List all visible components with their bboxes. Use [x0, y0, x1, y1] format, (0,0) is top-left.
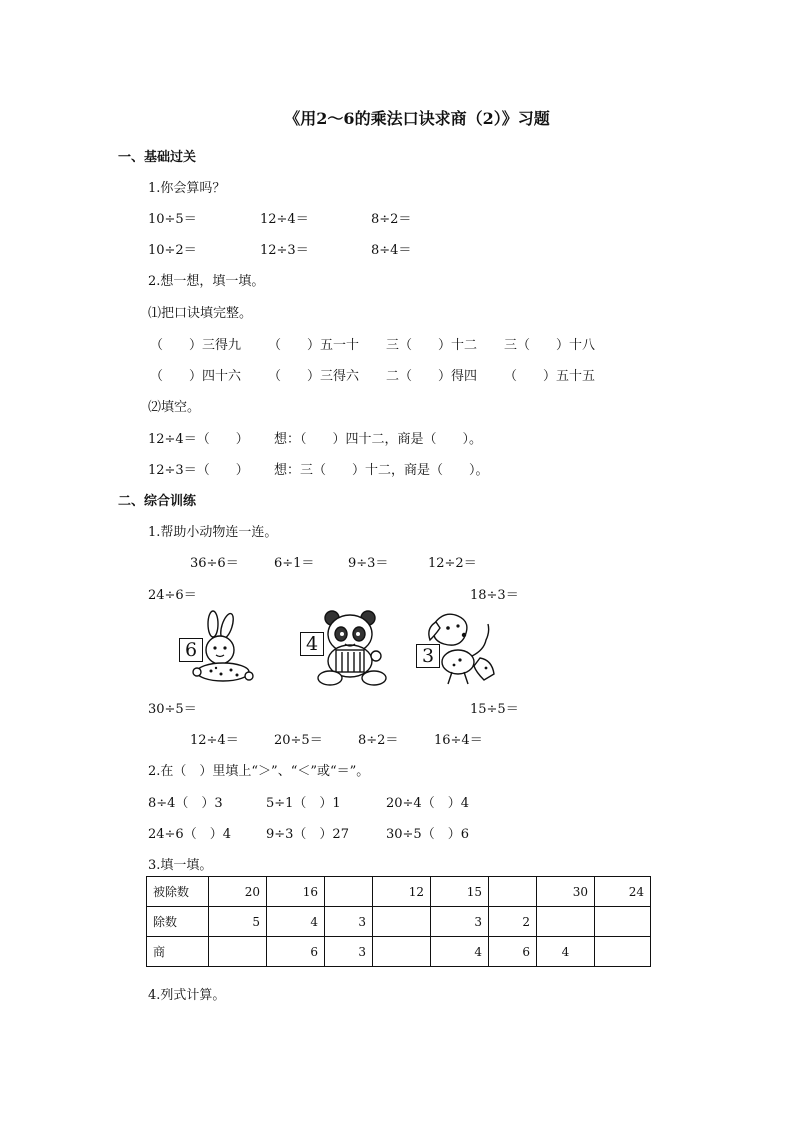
math-item: 8÷4＝: [371, 243, 412, 258]
compare-item: 24÷6（ ）4: [148, 827, 231, 842]
table-cell[interactable]: 20: [209, 877, 267, 907]
math-item: 12÷4＝: [260, 212, 309, 227]
fill-equation: 12÷4＝（ ）: [148, 432, 249, 447]
dog-figure: [414, 610, 498, 688]
match-item: 20÷5＝: [274, 733, 323, 748]
sub-question-label: ⑵填空。: [148, 400, 201, 415]
verse-item: 三（ ）十二: [386, 338, 478, 353]
table-cell[interactable]: 3: [431, 907, 489, 937]
question-label: 3.填一填。: [148, 858, 213, 873]
table-header-cell: 被除数: [147, 877, 209, 907]
match-item: 16÷4＝: [434, 733, 483, 748]
fill-think: 想：（ ）四十二，商是（ ）。: [274, 432, 483, 447]
match-item: 6÷1＝: [274, 556, 315, 571]
table-cell[interactable]: 4: [431, 937, 489, 967]
division-table: [146, 876, 651, 967]
question-label: 2.在（ ）里填上“＞”、“＜”或“＝”。: [148, 764, 370, 779]
table-cell[interactable]: [209, 937, 267, 967]
match-item: 18÷3＝: [470, 588, 519, 603]
fill-equation: 12÷3＝（ ）: [148, 463, 249, 478]
verse-item: 二（ ）得四: [386, 369, 478, 384]
match-item: 8÷2＝: [358, 733, 399, 748]
match-item: 9÷3＝: [348, 556, 389, 571]
rabbit-figure: [175, 610, 255, 686]
match-item: 24÷6＝: [148, 588, 197, 603]
table-cell[interactable]: 4: [267, 907, 325, 937]
verse-item: （ ）五一十: [268, 338, 360, 353]
match-item: 36÷6＝: [190, 556, 239, 571]
math-item: 8÷2＝: [371, 212, 412, 227]
page-title: 《用2～6的乘法口诀求商（2）》习题: [284, 109, 550, 128]
verse-item: （ ）四十六: [150, 369, 242, 384]
table-cell[interactable]: [373, 937, 431, 967]
question-label: 4.列式计算。: [148, 988, 226, 1003]
question-label: 1.你会算吗？: [148, 181, 226, 196]
table-cell[interactable]: 30: [537, 877, 595, 907]
compare-item: 9÷3（ ）27: [266, 827, 349, 842]
table-cell[interactable]: 15: [431, 877, 489, 907]
table-row: [147, 877, 651, 907]
table-cell[interactable]: [595, 907, 651, 937]
table-cell[interactable]: 12: [373, 877, 431, 907]
match-item: 30÷5＝: [148, 702, 197, 717]
compare-item: 5÷1（ ）1: [266, 796, 341, 811]
table-cell[interactable]: 3: [325, 937, 373, 967]
section-heading-2: 二、综合训练: [118, 494, 197, 509]
table-cell[interactable]: 3: [325, 907, 373, 937]
table-cell[interactable]: [325, 877, 373, 907]
table-header-cell: 除数: [147, 907, 209, 937]
match-item: 12÷2＝: [428, 556, 477, 571]
panda-figure: [298, 610, 388, 688]
math-item: 12÷3＝: [260, 243, 309, 258]
table-cell[interactable]: 2: [489, 907, 537, 937]
table-cell[interactable]: 16: [267, 877, 325, 907]
fill-think: 想：三（ ）十二，商是（ ）。: [274, 463, 489, 478]
compare-item: 8÷4（ ）3: [148, 796, 223, 811]
animal-number-box: 6: [179, 638, 203, 662]
table-header-cell: 商: [147, 937, 209, 967]
question-label: 2.想一想，填一填。: [148, 274, 265, 289]
verse-item: （ ）三得九: [150, 338, 242, 353]
table-cell[interactable]: [489, 877, 537, 907]
table-row: [147, 937, 651, 967]
table-cell[interactable]: 6: [489, 937, 537, 967]
math-item: 10÷5＝: [148, 212, 197, 227]
compare-item: 20÷4（ ）4: [386, 796, 469, 811]
verse-item: （ ）三得六: [268, 369, 360, 384]
table-cell[interactable]: 6: [267, 937, 325, 967]
math-item: 10÷2＝: [148, 243, 197, 258]
table-cell[interactable]: 4: [537, 937, 595, 967]
table-cell[interactable]: [595, 937, 651, 967]
animal-number-box: 4: [300, 632, 324, 656]
table-cell[interactable]: [373, 907, 431, 937]
compare-item: 30÷5（ ）6: [386, 827, 469, 842]
table-cell[interactable]: 24: [595, 877, 651, 907]
sub-question-label: ⑴把口诀填完整。: [148, 306, 253, 321]
table-cell[interactable]: [537, 907, 595, 937]
verse-item: （ ）五十五: [504, 369, 596, 384]
animal-number-box: 3: [416, 644, 440, 668]
section-heading-1: 一、基础过关: [118, 150, 197, 165]
question-label: 1.帮助小动物连一连。: [148, 525, 278, 540]
table-row: [147, 907, 651, 937]
match-item: 15÷5＝: [470, 702, 519, 717]
verse-item: 三（ ）十八: [504, 338, 596, 353]
table-cell[interactable]: 5: [209, 907, 267, 937]
match-item: 12÷4＝: [190, 733, 239, 748]
